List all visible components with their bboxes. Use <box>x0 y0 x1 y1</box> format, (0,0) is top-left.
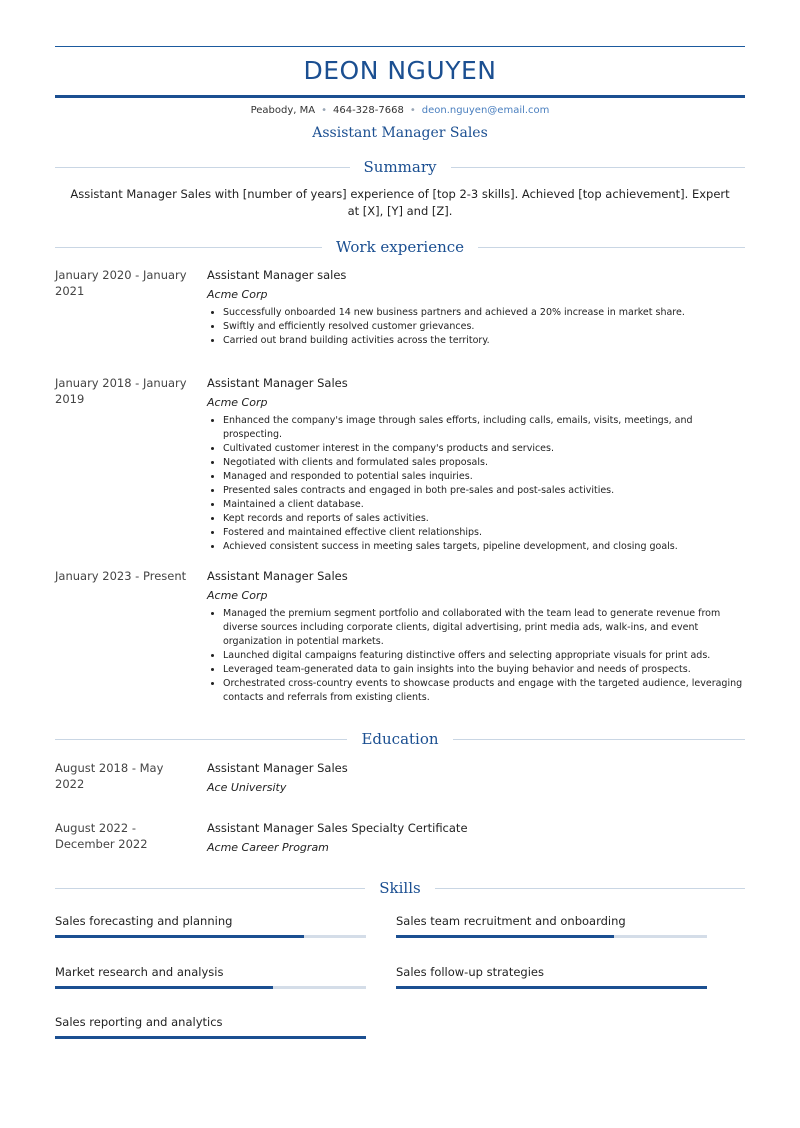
skill-name: Sales forecasting and planning <box>55 914 233 928</box>
work-bullets <box>207 607 745 705</box>
skill-level-fill <box>396 986 707 989</box>
bullet-item: • Negotiated with clients and formulated sales proposals. <box>223 456 745 470</box>
bullet-item: • Achieved consistent success in meeting sales targets, pipeline development, and closing goals. <box>223 540 745 554</box>
skill-name: Sales reporting and analytics <box>55 1015 223 1029</box>
bullet-item: • Enhanced the company's image through sales efforts, including calls, emails, visits, meetings, and prospecting. <box>223 414 745 442</box>
skill-item <box>55 1014 366 1039</box>
bullet-item: • Fostered and maintained effective client relationships. <box>223 526 745 540</box>
bullet-item: • Swiftly and efficiently resolved customer grievances. <box>223 320 745 334</box>
bullet-item: • Orchestrated cross-country events to showcase products and engage with the targeted audience, leveraging contacts and referrals from existing clients. <box>223 677 745 705</box>
education-date: August 2022 - December 2022 <box>55 821 148 851</box>
bullet-item: • Launched digital campaigns featuring distinctive offers and selecting appropriate visuals for print ads. <box>223 649 745 663</box>
name-rule <box>55 95 745 98</box>
work-company: Acme Corp <box>207 288 268 301</box>
education-school: Acme Career Program <box>207 841 329 854</box>
bullet-item: • Successfully onboarded 14 new business partners and achieved a 20% increase in market share. <box>223 306 745 320</box>
skill-level-bar <box>396 986 707 989</box>
work-date: January 2020 - January 2021 <box>55 268 187 298</box>
separator-dot: • <box>409 105 416 116</box>
skills-heading: Skills <box>55 878 745 898</box>
education-school: Ace University <box>207 781 287 794</box>
work-company: Acme Corp <box>207 396 268 409</box>
bullet-item: • Leveraged team-generated data to gain insights into the buying behavior and needs of prospects. <box>223 663 745 677</box>
phone: 464-328-7668 <box>332 105 404 116</box>
skill-level-fill <box>396 935 614 938</box>
skill-level-bar <box>55 1036 366 1039</box>
skill-name: Market research and analysis <box>55 965 224 979</box>
skill-name: Sales follow-up strategies <box>396 965 544 979</box>
work-company: Acme Corp <box>207 589 268 602</box>
skill-item <box>396 913 707 938</box>
skill-item <box>396 964 707 989</box>
education-heading: Education <box>55 729 745 749</box>
location: Peabody, MA <box>250 105 316 116</box>
education-degree: Assistant Manager Sales <box>207 761 348 775</box>
skill-level-fill <box>55 1036 366 1039</box>
education-date: August 2018 - May 2022 <box>55 761 164 791</box>
skill-item <box>55 913 366 938</box>
separator-dot: • <box>321 105 327 116</box>
work-date: January 2018 - January 2019 <box>55 376 187 406</box>
email-link[interactable]: deon.nguyen@email.com <box>421 105 550 116</box>
work-role: Assistant Manager Sales <box>207 569 348 583</box>
skill-level-bar <box>396 935 707 938</box>
skill-name: Sales team recruitment and onboarding <box>396 914 626 928</box>
work-date: January 2023 - Present <box>55 569 187 583</box>
summary-text: Assistant Manager Sales with [number of years] experience of [top 2-3 skills]. Achieved [top achievement]. Expert at [X], [Y] and [Z]. <box>70 187 730 218</box>
education-degree: Assistant Manager Sales Specialty Certificate <box>207 821 468 835</box>
summary-heading: Summary <box>55 157 745 177</box>
bullet-item: • Presented sales contracts and engaged in both pre-sales and post-sales activities. <box>223 484 745 498</box>
bullet-item: • Managed and responded to potential sales inquiries. <box>223 470 745 484</box>
bullet-item: • Maintained a client database. <box>223 498 745 512</box>
candidate-name: DEON NGUYEN <box>303 56 497 85</box>
skill-level-bar <box>55 935 366 938</box>
work-role: Assistant Manager sales <box>207 268 347 282</box>
skill-level-fill <box>55 986 273 989</box>
work-bullets <box>207 414 745 554</box>
work-role: Assistant Manager Sales <box>207 376 348 390</box>
work-heading: Work experience <box>55 237 745 257</box>
job-title: Assistant Manager Sales <box>312 125 488 141</box>
bullet-item: • Managed the premium segment portfolio and collaborated with the team lead to generate revenue from diverse sources including corporate clients, digital advertising, print media ads, walk-ins, and event organization in potential markets. <box>223 607 745 649</box>
bullet-item: • Cultivated customer interest in the company's products and services. <box>223 442 745 456</box>
skill-level-bar <box>55 986 366 989</box>
bullet-item: • Kept records and reports of sales activities. <box>223 512 745 526</box>
bullet-item: • Carried out brand building activities across the territory. <box>223 334 745 348</box>
contact-line <box>55 105 745 116</box>
skill-level-fill <box>55 935 304 938</box>
top-rule <box>55 46 745 47</box>
work-bullets <box>207 306 745 348</box>
skill-item <box>55 964 366 989</box>
